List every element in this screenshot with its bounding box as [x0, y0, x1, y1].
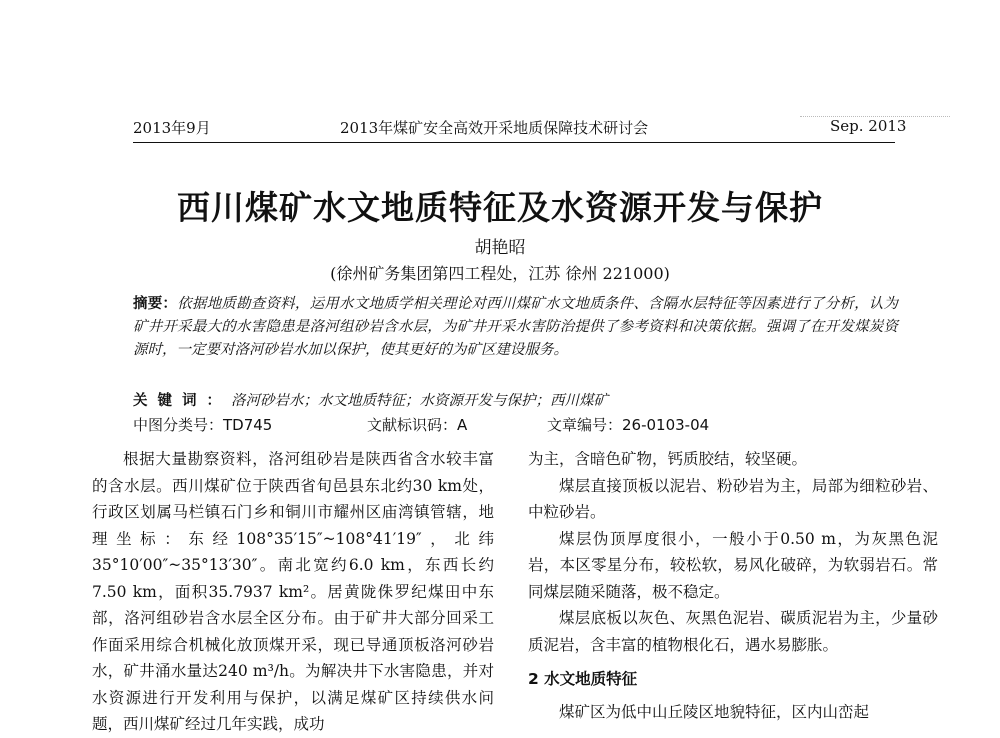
paper-title: 西川煤矿水文地质特征及水资源开发与保护	[177, 188, 823, 227]
right-column	[528, 446, 938, 725]
dotted-line	[800, 116, 950, 117]
body-paragraph: 煤层伪顶厚度很小，一般小于0.50 m，为灰黑色泥岩，本区零星分布，较松软，易风化破碎，为软弱岩石。常同煤层随采随落，极不稳定。	[528, 529, 938, 601]
affiliation: (徐州矿务集团第四工程处，江苏 徐州 221000)	[330, 264, 670, 283]
body-paragraph: 根据大量勘察资料，洛河组砂岩是陕西省含水较丰富的含水层。西川煤矿位于陕西省旬邑县东北约30 km处，行政区划属马栏镇石门乡和铜川市耀州区庙湾镇管辖，地理坐标：东经108°35′15″~108°41′19″，北纬35°10′00″~35°13′30″。南北宽约6.0 km，东西长约7.50 km，面积35.7937 km²。居黄陇侏罗纪煤田中东部，洛河组砂岩含水层全区分布。由于矿井大部分回采工作面采用综合机械化放顶煤开采，现已导通顶板洛河砂岩水，矿井涌水量达240 m³/h。为解决井下水害隐患，并对水资源进行开发利用与保护，以满足煤矿区持续供水问题，西川煤矿经过几年实践，成功	[92, 450, 494, 733]
header-conference: 2013年煤矿安全高效开采地质保障技术研讨会	[340, 119, 649, 137]
article-number: 文章编号：26-0103-04	[547, 416, 710, 434]
abstract	[133, 292, 898, 362]
left-column	[92, 446, 494, 738]
keywords-label: 关键词：	[133, 392, 231, 409]
header-date-cn: 2013年9月	[133, 119, 211, 137]
header-rule	[133, 142, 895, 143]
keywords-text: 洛河砂岩水；水文地质特征；水资源开发与保护；西川煤矿	[231, 393, 608, 409]
section-heading: 2 水文地质特征	[528, 670, 638, 688]
header-date-en: Sep. 2013	[830, 117, 907, 135]
abstract-label: 摘要：	[133, 295, 178, 312]
keywords	[133, 389, 608, 410]
body-paragraph: 煤层直接顶板以泥岩、粉砂岩为主，局部为细粒砂岩、中粒砂岩。	[528, 476, 938, 521]
body-paragraph: 为主，含暗色矿物，钙质胶结，较坚硬。	[528, 450, 808, 468]
clc-number: 中图分类号：TD745	[133, 416, 273, 434]
body-paragraph: 煤层底板以灰色、灰黑色泥岩、碳质泥岩为主，少量砂质泥岩，含丰富的植物根化石，遇水易膨胀。	[528, 609, 938, 654]
doc-code: 文献标识码：A	[367, 416, 468, 434]
author: 胡艳昭	[474, 238, 526, 258]
abstract-text: 依据地质勘查资料，运用水文地质学相关理论对西川煤矿水文地质条件、含隔水层特征等因素进行了分析，认为矿井开采最大的水害隐患是洛河组砂岩含水层，为矿井开采水害防治提供了参考资料和决策依据。强调了在开发煤炭资源时，一定要对洛河砂岩水加以保护，使其更好的为矿区建设服务。	[133, 296, 899, 358]
body-paragraph: 煤矿区为低中山丘陵区地貌特征，区内山峦起	[559, 702, 870, 721]
